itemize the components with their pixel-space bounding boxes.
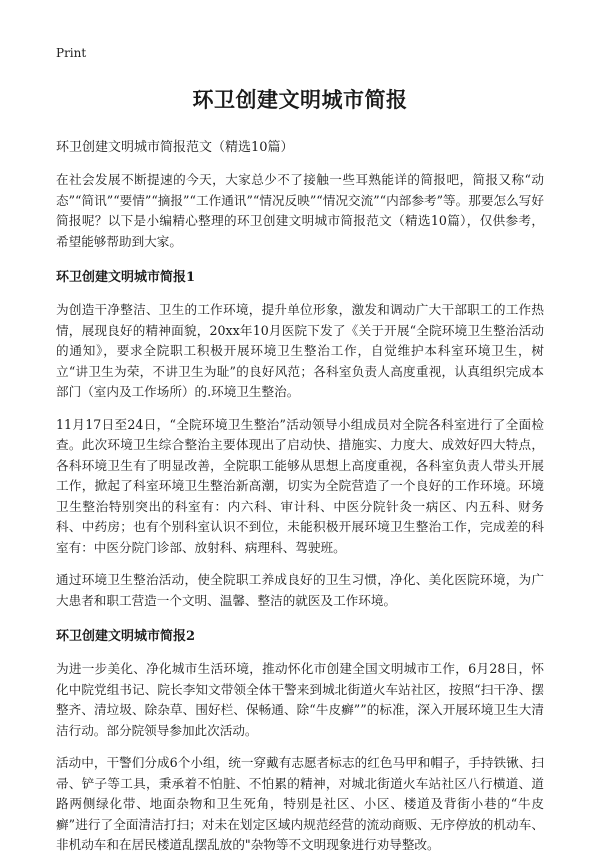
section-1-paragraph-2: 11月17日至24日，“全院环境卫生整治”活动领导小组成员对全院各科室进行了全面检查。此次环境卫生综合整治主要体现出了启动快、措施实、力度大、成效好四大特点，各科环境卫生有了明显改善，全院职工能够从思想上高度重视，各科室负责人带头开展工作，掀起了科室环境卫生整治新高潮，切实为全院营造了一个良好的工作环境。环境卫生整治特别突出的科室有：内六科、审计科、中医分院针灸一病区、内五科、财务科、中药房；也有个别科室认识不到位，未能积极开展环境卫生整治工作，完成差的科室有：中医分院门诊部、放射科、病理科、驾驶班。 [56, 416, 544, 555]
section-1-paragraph-3: 通过环境卫生整治活动，使全院职工养成良好的卫生习惯，净化、美化医院环境，为广大患者和职工营造一个文明、温馨、整洁的就医及工作环境。 [56, 572, 544, 608]
document-title: 环卫创建文明城市简报 [192, 87, 408, 112]
section-heading-1: 环卫创建文明城市简报1 [56, 270, 196, 285]
section-2-paragraph-2: 活动中，干警们分成6个小组，统一穿戴有志愿者标志的红色马甲和帽子，手持铁锹、扫帚、铲子等工具，秉承着不怕脏、不怕累的精神，对城北街道火车站社区八行横道、道路两侧绿化带、地面杂物和卫生死角，特别是社区、小区、楼道及背街小巷的“牛皮癣”进行了全面清洁打扫；对未在划定区域内规范经营的流动商贩、无序停放的机动车、非机动车和在居民楼道乱摆乱放的"杂物等不文明现象进行劝导整改。 [56, 755, 544, 852]
print-link[interactable]: Print [56, 46, 87, 60]
section-heading-2: 环卫创建文明城市简报2 [56, 629, 196, 644]
section-2-paragraph-1: 为进一步美化、净化城市生活环境，推动怀化市创建全国文明城市工作，6月28日，怀化中院党组书记、院长李知文带领全体干警来到城北街道火车站社区，按照“扫干净、摆整齐、清垃圾、除杂草、围好栏、保畅通、除“牛皮癣””的标准，深入开展环境卫生大清洁行动。部分院领导参加此次活动。 [56, 661, 544, 738]
section-1-paragraph-1: 为创造干净整洁、卫生的工作环境，提升单位形象，激发和调动广大干部职工的工作热情，展现良好的精神面貌，20xx年10月医院下发了《关于开展“全院环境卫生整治活动的通知》，要求全院职工积极开展环境卫生整治工作，自觉维护本科室环境卫生，树立“讲卫生为荣，不讲卫生为耻”的良好风范；各科室负责人高度重视，认真组织完成本部门（室内及工作场所）的.环境卫生整治。 [56, 302, 544, 399]
intro-paragraph: 在社会发展不断提速的今天，大家总少不了接触一些耳熟能详的简报吧，简报又称“动态”“简讯”“要情”“摘报”“工作通讯”“情况反映”“情况交流”“内部参考”等。那要怎么写好简报呢？以下是小编精心整理的环卫创建文明城市简报范文（精选10篇），仅供参考，希望能够帮助到大家。 [56, 172, 544, 249]
document-subtitle: 环卫创建文明城市简报范文（精选10篇） [56, 140, 294, 155]
